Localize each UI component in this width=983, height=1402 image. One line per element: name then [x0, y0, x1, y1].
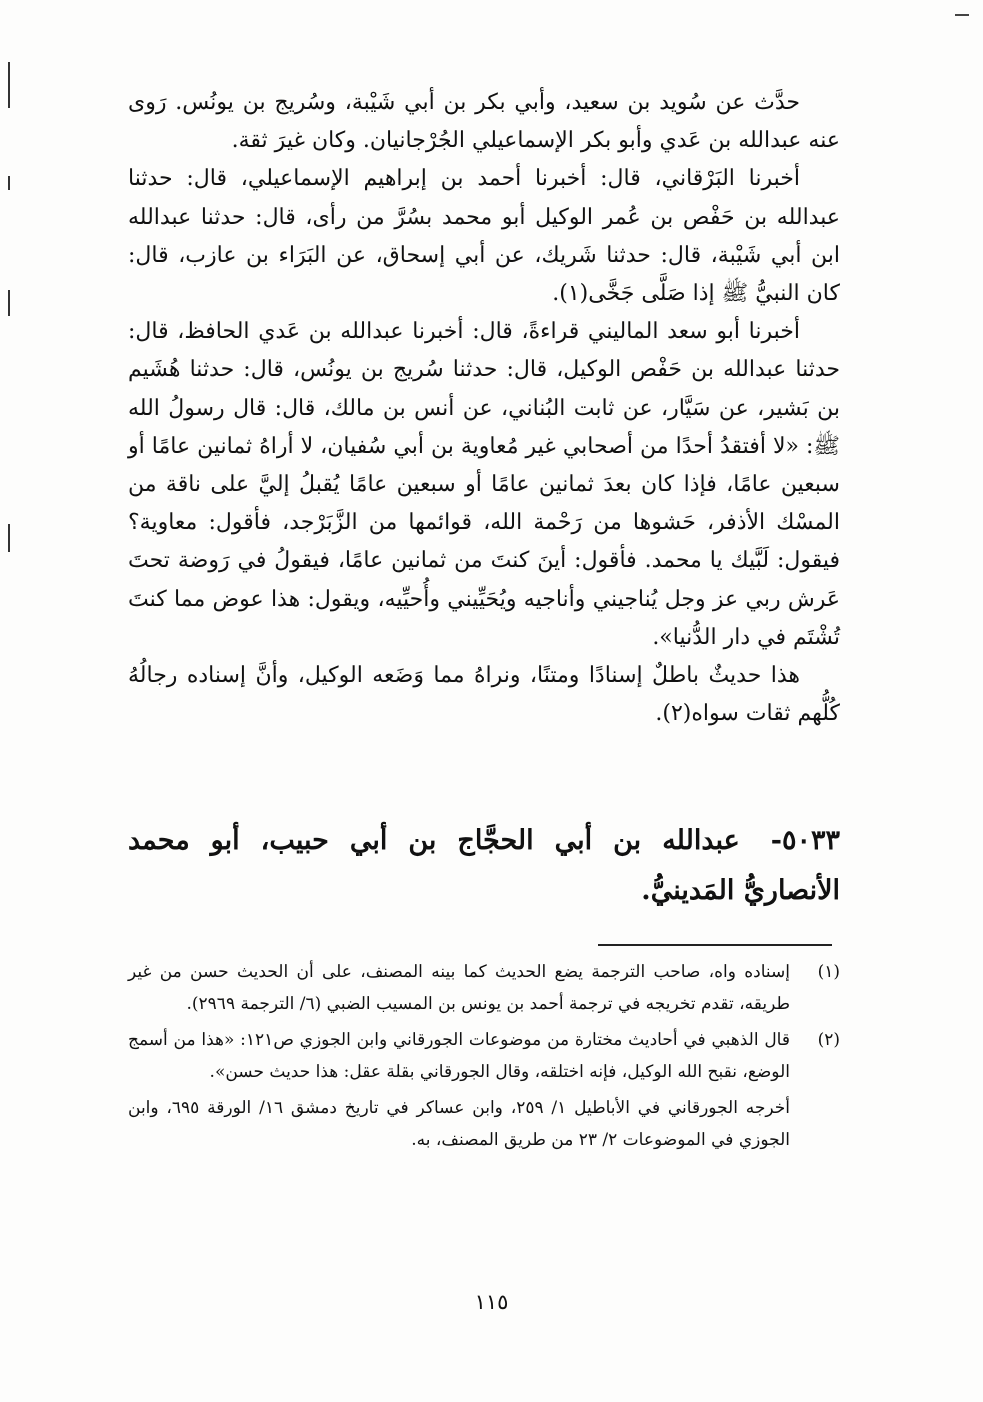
scan-margin-mark: [8, 524, 10, 552]
footnote-2-continuation: أخرجه الجورقاني في الأباطيل ١/ ٢٥٩، وابن عساكر في تاريخ دمشق ١٦/ الورقة ٦٩٥، وابن الجوزي في الموضوعات ٢/ ٢٣ من طريق المصنف، به.: [128, 1098, 791, 1150]
scan-margin-mark: [8, 62, 10, 108]
entry-number: ٥٠٣٣-: [770, 825, 840, 856]
paragraph-judgement: هذا حديثٌ باطلٌ إسنادًا ومتنًا، ونراهُ مما وَضَعه الوكيل، وأنَّ إسناده رجالُهُ كُلُّهم ثقات سواه(٢).: [128, 663, 840, 727]
paragraph-hadith-2: أخبرنا أبو سعد الماليني قراءةً، قال: أخبرنا عبدالله بن عَدي الحافظ، قال: حدثنا عبدالله بن حَفْص الوكيل، قال: حدثنا سُريج بن يونُس، قال: حدثنا هُشَيم بن بَشير، عن سَيَّار، عن ثابت البُناني، عن أنس بن مالك، قال: قال رسولُ الله ﷺ: «لا أفتقدُ أحدًا من أصحابي غير مُعاوية بن أبي سُفيان، لا أراهُ ثمانين عامًا أو سبعين عامًا، فإذا كان بعدَ ثمانين عامًا أو سبعين عامًا يُقبلُ إليَّ على ناقة من المسْك الأذفر، حَشوها من رَحْمة الله، قوائمها من الزَّبَرْجد، فأقول: معاوية؟ فيقول: لَبَّيك يا محمد. فأقول: أينَ كنتَ من ثمانين عامًا، فيقولُ في رَوضة تحتَ عَرش ربي عز وجل يُناجيني وأناجيه ويُحَيِّيني وأُحيِّيه، ويقول: هذا عوض مما كنتَ تُشْتَم في دار الدُّنيا».: [128, 319, 840, 650]
footnote-number: (١): [817, 962, 840, 982]
entry-heading: [128, 816, 840, 916]
footnote-2: [128, 1024, 840, 1088]
scan-corner-mark: [955, 14, 969, 16]
entry-title: عبدالله بن أبي الحجَّاج بن أبي حبيب، أبو محمد الأنصاريُّ المَدينيُّ.: [128, 825, 840, 906]
scan-margin-mark: [8, 290, 10, 316]
paragraph-narrator-bio: حدَّث عن سُويد بن سعيد، وأبي بكر بن أبي شَيْبة، وسُريج بن يونُس. رَوى عنه عبدالله بن عَدي وأبو بكر الإسماعيلي الجُرْجانيان. وكان غيرَ ثقة.: [128, 90, 840, 154]
main-text: [128, 84, 840, 733]
footnote-divider: [598, 944, 832, 946]
paragraph-hadith-1: أخبرنا البَرْقاني، قال: أخبرنا أحمد بن إبراهيم الإسماعيلي، قال: حدثنا عبدالله بن حَفْص بن عُمر الوكيل أبو محمد بسُرَّ من رأى، قال: حدثنا عبدالله ابن أبي شَيْبة، قال: حدثنا شَريك، عن أبي إسحاق، عن البَرَاء بن عازب، قال: كان النبيُّ ﷺ إذا صَلَّى جَخَّى(١).: [128, 166, 840, 307]
footnote-text: قال الذهبي في أحاديث مختارة من موضوعات الجورقاني وابن الجوزي ص١٢١: «هذا من أسمج الوضع، نقبح الله الوكيل، فإنه اختلقه، وقال الجورقاني بقلة عقل: هذا حديث حسن».: [128, 1030, 790, 1082]
page-number: ١١٥: [474, 1290, 509, 1314]
footnote-1: [128, 956, 840, 1020]
footnotes: [128, 956, 840, 1156]
footnote-number: (٢): [817, 1030, 840, 1050]
scan-margin-mark: [8, 176, 10, 190]
footnote-text: إسناده واه، صاحب الترجمة يضع الحديث كما بينه المصنف، على أن الحديث حسن من غير طريقه، تقدم تخريجه في ترجمة أحمد بن يونس بن المسيب الضبي (٦/ الترجمة ٢٩٦٩).: [128, 962, 790, 1014]
